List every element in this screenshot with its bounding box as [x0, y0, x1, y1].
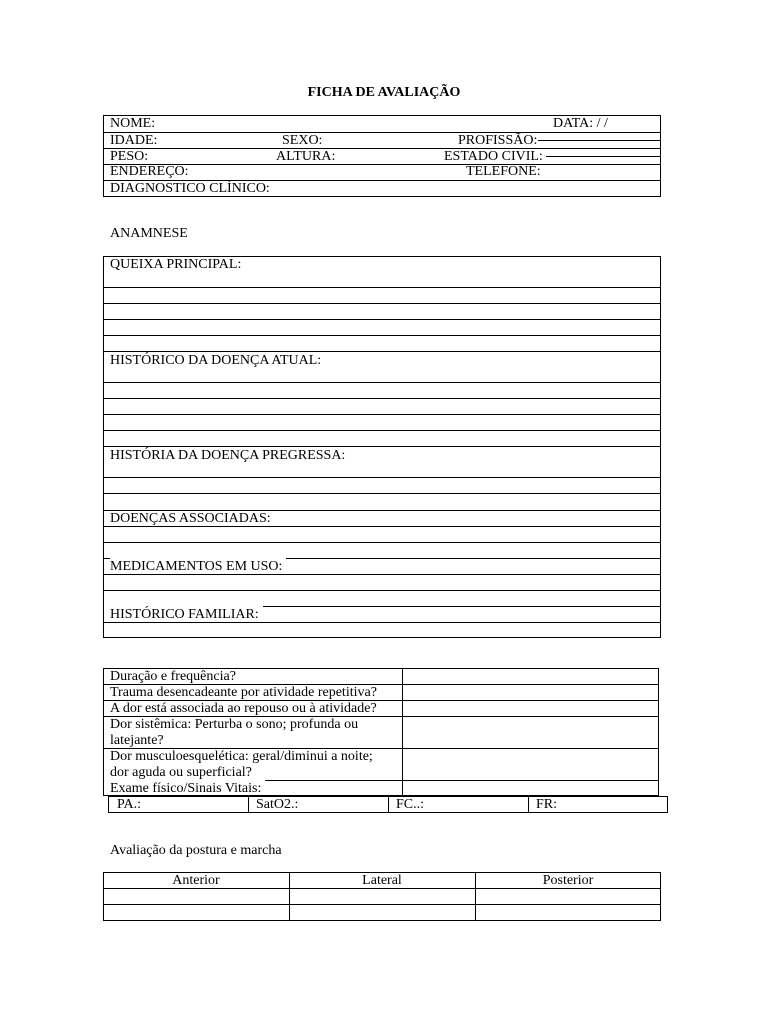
- doencas-associadas-label: DOENÇAS ASSOCIADAS:: [110, 511, 271, 526]
- diagnostico-label: DIAGNOSTICO CLÍNICO:: [110, 181, 270, 196]
- profissao-label: PROFISSÃO:: [458, 133, 538, 148]
- question-exame-fisico: Exame físico/Sinais Vitais:: [110, 781, 262, 796]
- anamnese-heading: ANAMNESE: [110, 226, 188, 241]
- column-posterior: Posterior: [542, 873, 594, 888]
- column-anterior: Anterior: [172, 873, 220, 888]
- sexo-label: SEXO:: [282, 133, 323, 148]
- fc-label: FC..:: [396, 797, 425, 812]
- historia-pregressa-label: HISTÓRIA DA DOENÇA PREGRESSA:: [110, 448, 346, 463]
- question-dor-musculo-line1: Dor musculoesquelética: geral/diminui a noite;: [110, 749, 373, 764]
- question-duracao: Duração e frequência?: [110, 669, 236, 684]
- pa-label: PA.:: [117, 797, 142, 812]
- question-dor-sistemica-line2: latejante?: [110, 733, 164, 748]
- question-dor-repouso: A dor está associada ao repouso ou à atividade?: [110, 701, 377, 716]
- queixa-label: QUEIXA PRINCIPAL:: [110, 257, 242, 272]
- postura-heading: Avaliação da postura e marcha: [110, 843, 282, 858]
- question-dor-musculo-line2: dor aguda ou superficial?: [110, 765, 252, 780]
- nome-label: NOME:: [110, 116, 156, 131]
- data-label: DATA: / /: [553, 116, 608, 131]
- endereco-label: ENDEREÇO:: [110, 164, 189, 179]
- telefone-label: TELEFONE:: [466, 164, 541, 179]
- medicamentos-label: MEDICAMENTOS EM USO:: [110, 559, 283, 574]
- question-trauma: Trauma desencadeante por atividade repetitiva?: [110, 685, 377, 700]
- peso-label: PESO:: [110, 149, 149, 164]
- historico-familiar-label: HISTÓRICO FAMILIAR:: [110, 607, 259, 622]
- estado-civil-label: ESTADO CIVIL:: [444, 149, 543, 164]
- altura-label: ALTURA:: [276, 149, 336, 164]
- idade-label: IDADE:: [110, 133, 158, 148]
- historico-atual-label: HISTÓRICO DA DOENÇA ATUAL:: [110, 353, 322, 368]
- form-title: FICHA DE AVALIAÇÃO: [307, 85, 461, 100]
- sat-label: SatO2.:: [256, 797, 299, 812]
- fr-label: FR:: [536, 797, 558, 812]
- column-lateral: Lateral: [362, 873, 402, 888]
- question-dor-sistemica-line1: Dor sistêmica: Perturba o sono; profunda ou: [110, 717, 359, 732]
